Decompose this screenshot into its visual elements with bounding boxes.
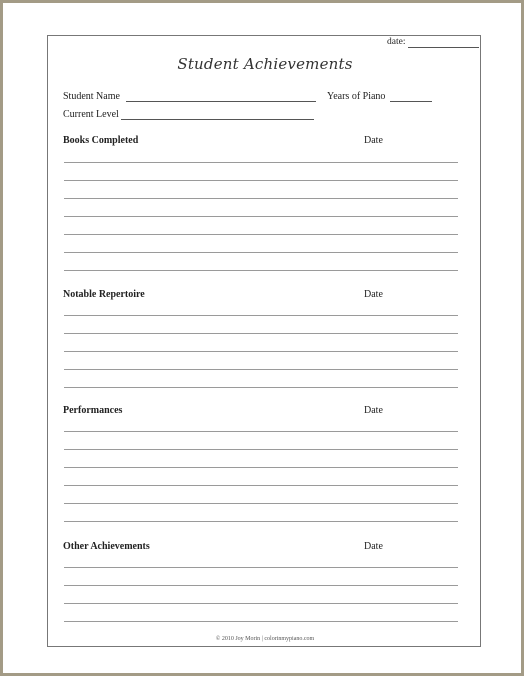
page-title: Student Achievements bbox=[177, 55, 353, 73]
years-of-piano-label: Years of Piano bbox=[327, 91, 386, 102]
current-level-field[interactable] bbox=[121, 119, 314, 120]
student-name-label: Student Name bbox=[63, 91, 120, 102]
writing-line[interactable] bbox=[64, 621, 458, 622]
section-date-label: Date bbox=[364, 541, 383, 552]
footer-copyright: © 2010 Joy Morin | colorinmypiano.com bbox=[215, 636, 315, 642]
section-date-label: Date bbox=[364, 289, 383, 300]
writing-line[interactable] bbox=[64, 369, 458, 370]
writing-line[interactable] bbox=[64, 216, 458, 217]
writing-line[interactable] bbox=[64, 431, 458, 432]
section-date-label: Date bbox=[364, 405, 383, 416]
writing-line[interactable] bbox=[64, 270, 458, 271]
writing-line[interactable] bbox=[64, 162, 458, 163]
writing-line[interactable] bbox=[64, 467, 458, 468]
writing-line[interactable] bbox=[64, 449, 458, 450]
writing-line[interactable] bbox=[64, 315, 458, 316]
section-date-label: Date bbox=[364, 135, 383, 146]
writing-line[interactable] bbox=[64, 180, 458, 181]
window-frame bbox=[3, 3, 521, 673]
worksheet-page bbox=[47, 35, 481, 647]
date-label: date: bbox=[387, 37, 406, 47]
years-of-piano-field[interactable] bbox=[390, 101, 432, 102]
writing-line[interactable] bbox=[64, 603, 458, 604]
writing-line[interactable] bbox=[64, 333, 458, 334]
writing-line[interactable] bbox=[64, 387, 458, 388]
writing-line[interactable] bbox=[64, 503, 458, 504]
current-level-label: Current Level bbox=[63, 109, 119, 120]
date-field-line[interactable] bbox=[408, 47, 479, 48]
writing-line[interactable] bbox=[64, 485, 458, 486]
section-heading-books-completed: Books Completed bbox=[63, 135, 139, 146]
student-name-field[interactable] bbox=[126, 101, 316, 102]
writing-line[interactable] bbox=[64, 198, 458, 199]
writing-line[interactable] bbox=[64, 252, 458, 253]
section-heading-performances: Performances bbox=[63, 405, 123, 416]
section-heading-notable-repertoire: Notable Repertoire bbox=[63, 289, 145, 300]
writing-line[interactable] bbox=[64, 521, 458, 522]
writing-line[interactable] bbox=[64, 585, 458, 586]
section-heading-other-achievements: Other Achievements bbox=[63, 541, 150, 552]
writing-line[interactable] bbox=[64, 234, 458, 235]
writing-line[interactable] bbox=[64, 351, 458, 352]
writing-line[interactable] bbox=[64, 567, 458, 568]
